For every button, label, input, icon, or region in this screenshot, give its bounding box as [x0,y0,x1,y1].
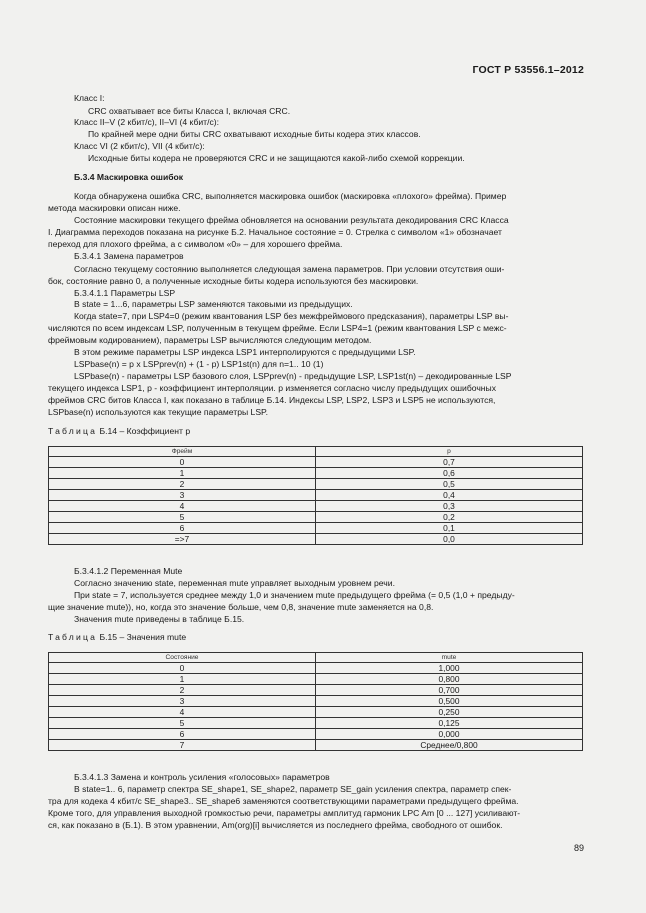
class-1-label: Класс I: [74,93,105,103]
paragraph-line: Кроме того, для управления выходной громкостью речи, параметры амплитуд гармоник LPC Am [0 ... 127] усиливают- [48,808,521,818]
table-cell: 0 [49,663,316,674]
table-cell: Среднее/0,800 [316,740,583,751]
table-row [49,718,583,729]
paragraph-line: фреймов CRC битов Класса I, как показано в таблице Б.14. Индексы LSP, LSP2, LSP3 и LSP5 не используются, [48,395,496,405]
table-cell: 0,500 [316,696,583,707]
table-cell: 3 [49,696,316,707]
table-row [49,707,583,718]
class-6-text: Исходные биты кодера не проверяются CRC и не защищаются какой-либо схемой коррекции. [88,153,465,163]
table-cell: 1 [49,468,316,479]
table-14 [48,446,583,545]
table-14-caption: Таблица Б.14 – Коэффициент p [48,426,191,436]
column-header: Состояние [49,653,316,663]
table-cell: 0,4 [316,490,583,501]
paragraph-line: переход для плохого фрейма, а с символом «0» – для хорошего фрейма. [48,239,343,249]
paragraph-line: текущего индекса LSP1, p - коэффициент интерполяции. p изменяется согласно числу предыдущих ошибочных [48,383,497,393]
table-cell: 1,000 [316,663,583,674]
paragraph-line: Состояние маскировки текущего фрейма обновляется на основании результата декодирования CRC Класса [74,215,509,225]
class-2-label: Класс II–V (2 кбит/с), II–VI (4 кбит/с): [74,117,220,127]
paragraph-line: LSPbase(n) - параметры LSP базового слоя, LSPprev(n) - предыдущие LSP, LSP1st(n) – декодированные LSP [74,371,512,381]
paragraph-line: числяются по всем индексам LSP, полученным в текущем фрейме. Если LSP4=1 (режим квантования LSP с межс- [48,323,507,333]
table-cell: 2 [49,479,316,490]
table-row [49,663,583,674]
paragraph-line: щие значение mute)), но, когда это значение больше, чем 0,8, значение mute заменяется на 0,8. [48,602,434,612]
table-cell: 5 [49,718,316,729]
table-15 [48,652,583,751]
table-row [49,696,583,707]
table-cell: 0,3 [316,501,583,512]
class-2-text: По крайней мере одни биты CRC охватывают исходные биты кодера этих классов. [88,129,421,139]
paragraph-line: В state = 1...6, параметры LSP заменяются таковыми из предыдущих. [74,299,353,309]
table-row [49,534,583,545]
table-cell: 4 [49,501,316,512]
paragraph-line: фреймовым кодированием), параметры LSP вычисляются следующим методом. [48,335,372,345]
standard-code-header: ГОСТ Р 53556.1–2012 [472,64,584,76]
paragraph-line: Согласно значению state, переменная mute управляет выходным уровнем речи. [74,578,395,588]
subsection-heading: Б.3.4.1.3 Замена и контроль усиления «голосовых» параметров [74,772,330,782]
paragraph-line: Значения mute приведены в таблице Б.15. [74,614,245,624]
subsection-heading: Б.3.4.1.1 Параметры LSP [74,288,176,298]
paragraph-line: При state = 7, используется среднее между 1,0 и значением mute предыдущего фрейма (= 0,5 (1,0 + предыду- [74,590,515,600]
table-row [49,523,583,534]
table-row [49,457,583,468]
paragraph-line: I. Диаграмма переходов показана на рисунке Б.2. Начальное состояние = 0. Стрелка с символом «1» обозначает [48,227,502,237]
table-row [49,490,583,501]
table-cell: 0,700 [316,685,583,696]
column-header: Фрейм [49,447,316,457]
paragraph-line: В state=1.. 6, параметр спектра SE_shape1, SE_shape2, параметр SE_gain усиления спектра, параметр спек- [74,784,512,794]
table-cell: 0,7 [316,457,583,468]
formula-line: LSPbase(n) = p x LSPprev(n) + (1 - p) LSP1st(n) для n=1.. 10 (1) [74,359,324,369]
subsection-heading: Б.3.4.1.2 Переменная Mute [74,566,183,576]
table-cell: 7 [49,740,316,751]
column-header: mute [316,653,583,663]
table-cell: 0,6 [316,468,583,479]
table-row [49,468,583,479]
table-row [49,512,583,523]
table-cell: 4 [49,707,316,718]
table-cell: 0,250 [316,707,583,718]
table-cell: 0,2 [316,512,583,523]
table-row [49,729,583,740]
column-header: p [316,447,583,457]
table-cell: 3 [49,490,316,501]
table-cell: 0,000 [316,729,583,740]
class-6-label: Класс VI (2 кбит/с), VII (4 кбит/с): [74,141,205,151]
table-cell: 0,125 [316,718,583,729]
table-cell: 0,800 [316,674,583,685]
paragraph-line: бок, состояние равно 0, а полученные исходные биты кодера используются без маскировки. [48,276,419,286]
table-header-row [49,653,583,663]
paragraph-line: Согласно текущему состоянию выполняется следующая замена параметров. При условии отсутствия оши- [74,264,505,274]
page-number: 89 [573,843,584,853]
table-cell: 5 [49,512,316,523]
table-cell: 1 [49,674,316,685]
table-row [49,501,583,512]
paragraph-line: Когда state=7, при LSP4=0 (режим квантования LSP без межфреймового предсказания), параметры LSP вы- [74,311,509,321]
table-15-caption: Таблица Б.15 – Значения mute [48,632,187,642]
table-cell: 0 [49,457,316,468]
table-cell: =>7 [49,534,316,545]
paragraph-line: тра для кодека 4 кбит/с SE_shape3.. SE_shape6 заменяются соответствующими параметрами предыдущего фрейма. [48,796,519,806]
table-cell: 6 [49,729,316,740]
table-cell: 2 [49,685,316,696]
paragraph-line: ся, как показано в (Б.1). В этом уравнении, Am(org)[i] вычисляется из последнего фрейма, свободного от ошибок. [48,820,503,830]
class-1-text: CRC охватывает все биты Класса I, включая CRC. [88,106,291,116]
subsection-heading: Б.3.4.1 Замена параметров [74,251,184,261]
paragraph-line: В этом режиме параметры LSP индекса LSP1 интерполируются с предыдущими LSP. [74,347,416,357]
paragraph-line: Когда обнаружена ошибка CRC, выполняется маскировка ошибок (маскировка «плохого» фрейма). Пример [74,191,507,201]
table-cell: 6 [49,523,316,534]
table-cell: 0,1 [316,523,583,534]
table-cell: 0,5 [316,479,583,490]
table-row [49,479,583,490]
table-cell: 0,0 [316,534,583,545]
paragraph-line: LSPbase(n) используются как текущие параметры LSP. [48,407,269,417]
section-heading: Б.3.4 Маскировка ошибок [74,172,184,182]
table-row [49,740,583,751]
table-row [49,685,583,696]
table-row [49,674,583,685]
table-header-row [49,447,583,457]
paragraph-line: метода маскировки описан ниже. [48,203,181,213]
